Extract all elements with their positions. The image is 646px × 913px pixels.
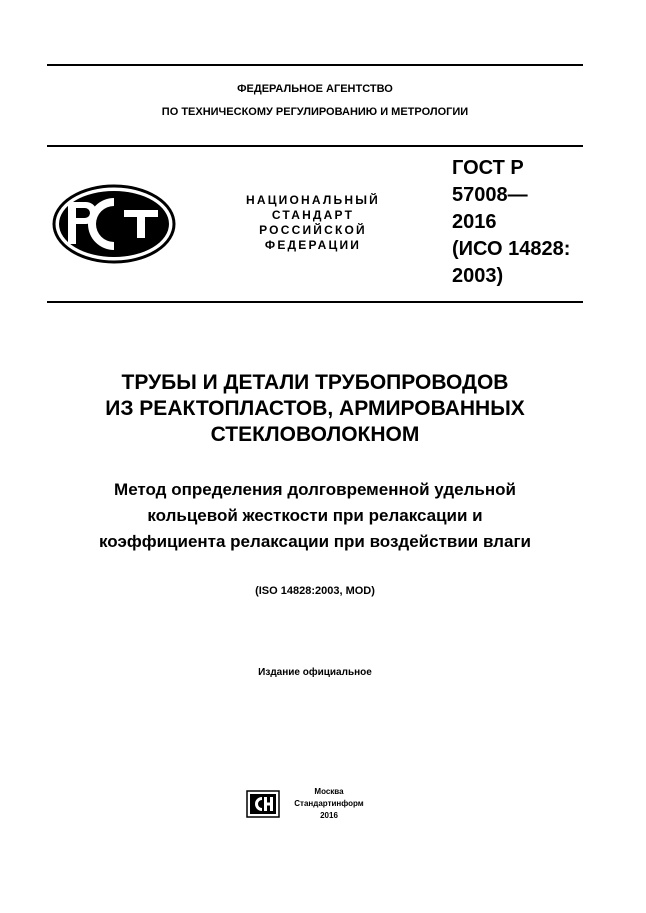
publisher-name: Стандартинформ bbox=[294, 799, 364, 808]
designation-line4: (ИСО 14828: bbox=[452, 238, 571, 260]
subtitle-line3: коэффициента релаксации при воздействии влаги bbox=[99, 532, 531, 551]
national-standard-line1: НАЦИОНАЛЬНЫЙ bbox=[245, 193, 381, 207]
designation-line2: 57008— bbox=[452, 184, 528, 206]
designation-rule bbox=[47, 301, 583, 303]
national-standard-label bbox=[196, 193, 430, 253]
designation-line1: ГОСТ Р bbox=[452, 157, 524, 179]
top-rule bbox=[47, 64, 583, 66]
agency-name-line2: ПО ТЕХНИЧЕСКОМУ РЕГУЛИРОВАНИЮ И МЕТРОЛОГИИ bbox=[161, 106, 469, 118]
designation-line5: 2003) bbox=[452, 265, 504, 287]
iso-reference: (ISO 14828:2003, MOD) bbox=[255, 585, 375, 597]
title-line2: ИЗ РЕАКТОПЛАСТОВ, АРМИРОВАННЫХ bbox=[105, 397, 525, 420]
title-line3: СТЕКЛОВОЛОКНОМ bbox=[210, 423, 420, 446]
edition-note: Издание официальное bbox=[258, 667, 372, 678]
document-title bbox=[47, 370, 583, 448]
publisher-city: Москва bbox=[314, 787, 344, 796]
standartinform-logo-icon bbox=[246, 790, 280, 818]
rosstandart-pct-logo-icon bbox=[52, 184, 176, 264]
national-standard-line3: РОССИЙСКОЙ bbox=[259, 223, 367, 237]
publisher-year: 2016 bbox=[320, 811, 338, 820]
header-rule bbox=[47, 145, 583, 147]
document-subtitle bbox=[47, 477, 583, 555]
title-line1: ТРУБЫ И ДЕТАЛИ ТРУБОПРОВОДОВ bbox=[121, 371, 509, 394]
subtitle-line2: кольцевой жесткости при релаксации и bbox=[147, 506, 483, 525]
subtitle-line1: Метод определения долговременной удельной bbox=[114, 480, 516, 499]
agency-name-line1: ФЕДЕРАЛЬНОЕ АГЕНТСТВО bbox=[237, 83, 393, 95]
publisher-imprint bbox=[284, 786, 374, 822]
national-standard-line2: СТАНДАРТ bbox=[271, 208, 355, 222]
national-standard-line4: ФЕДЕРАЦИИ bbox=[264, 238, 362, 252]
designation-line3: 2016 bbox=[452, 211, 497, 233]
standard-designation bbox=[452, 155, 570, 290]
